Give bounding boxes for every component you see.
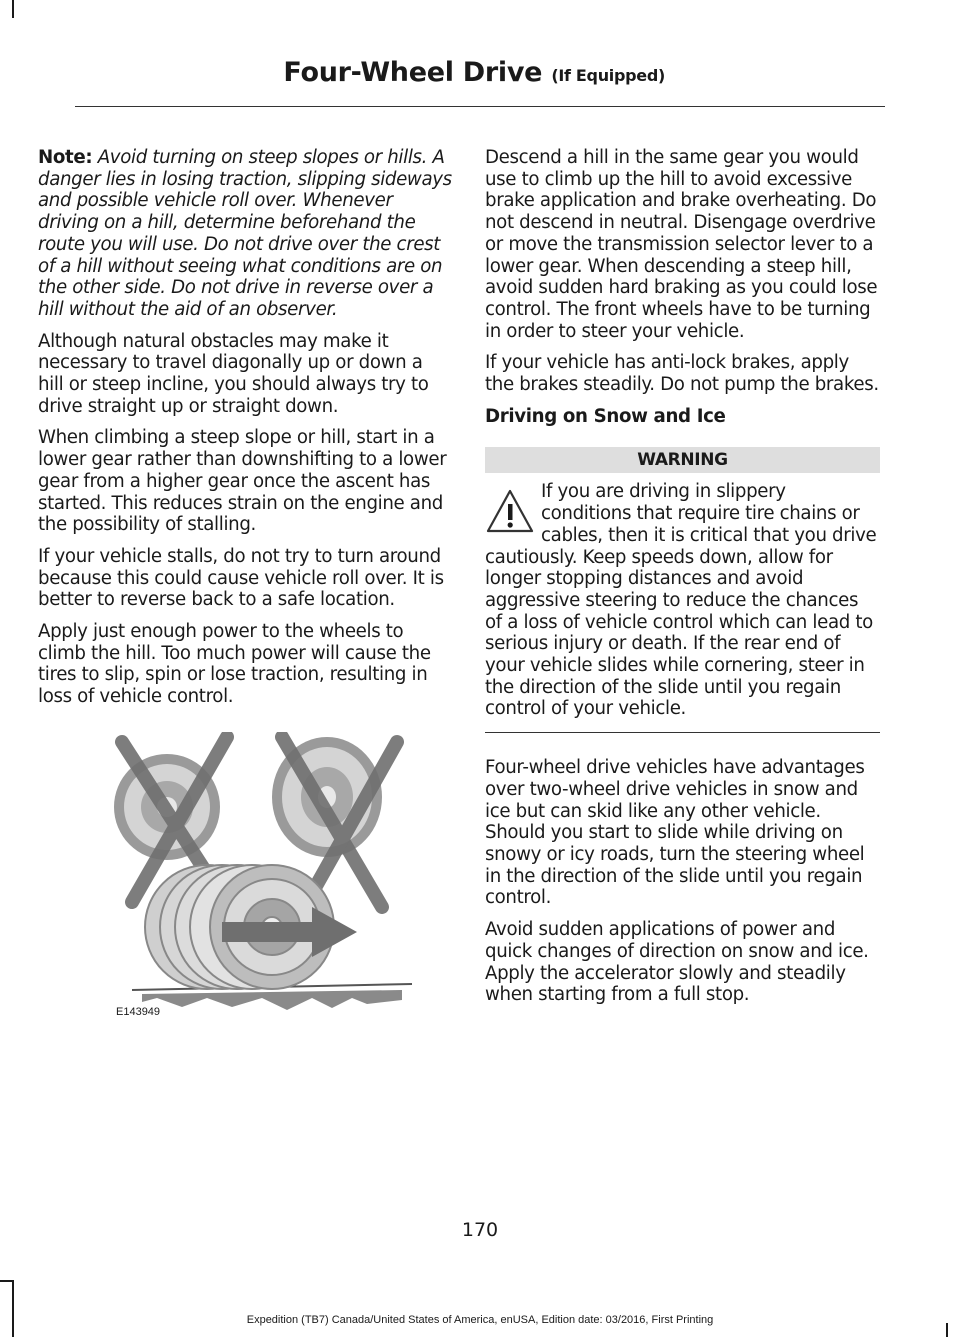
note-paragraph (38, 147, 452, 321)
body-paragraph: Avoid sudden applications of power and quick changes of direction on snow and ice. Apply the accelerator slowly and steadily when starting from a full stop. (485, 919, 869, 1006)
warning-label: WARNING (485, 447, 880, 473)
page-number: 170 (461, 1219, 499, 1241)
footer-edition-info: Expedition (TB7) Canada/United States of America, enUSA, Edition date: 03/2016, First Printing (246, 1314, 714, 1326)
header-rule (75, 106, 885, 107)
warning-box (485, 447, 880, 733)
note-text: Avoid turning on steep slopes or hills. A danger lies in losing traction, slipping sideways and possible vehicle roll over. Whenever driving on a hill, determine beforehand the route you will use. Do not drive over the crest of a hill without seeing what conditions are on the other side. Do not drive in reverse over a hill without the aid of an observer. (38, 147, 452, 320)
body-paragraph: If your vehicle has anti-lock brakes, apply the brakes steadily. Do not pump the brakes. (485, 352, 879, 396)
note-label: Note: (38, 147, 93, 168)
body-paragraph: Although natural obstacles may make it necessary to travel diagonally up or down a hill or steep incline, you should always try to drive straight up or straight down. (38, 330, 429, 417)
warning-body (485, 481, 880, 720)
body-paragraph: If your vehicle stalls, do not try to turn around because this could cause vehicle roll over. It is better to reverse back to a safe location. (38, 545, 444, 611)
crop-mark-bottom-left (12, 1280, 14, 1337)
warning-rule (485, 732, 880, 733)
page-title-subtitle: (If Equipped) (551, 66, 665, 85)
wheels-illustration (112, 732, 422, 1022)
hill-driving-illustration (112, 732, 422, 1022)
section-heading: Driving on Snow and Ice (485, 405, 726, 427)
page-title-main: Four-Wheel Drive (283, 57, 543, 88)
figure-code: E143949 (116, 1006, 161, 1018)
body-paragraph: Descend a hill in the same gear you would use to climb up the hill to avoid excessive brake application and brake overheating. Do not descend in neutral. Disengage overdrive or move the transmission selector lever to a lower gear. When descending a steep hill, avoid sudden hard braking as you could lose control. The front wheels have to be turning in order to steer your vehicle. (485, 147, 878, 342)
warning-text: If you are driving in slippery conditions that require tire chains or cables, then it is critical that you drive cautiously. Keep speeds down, allow for longer stopping distances and avoid aggressive steering to reduce the chances of a loss of vehicle control which can lead to serious injury or death. If the rear end of your vehicle slides while cornering, steer in the direction of the slide until you regain control of your vehicle. (485, 481, 877, 720)
body-paragraph: Apply just enough power to the wheels to climb the hill. Too much power will cause the tires to slip, spin or lose traction, resulting in loss of vehicle control. (38, 621, 431, 708)
page-title (283, 57, 665, 88)
left-column (38, 147, 452, 718)
body-paragraph: Four-wheel drive vehicles have advantages over two-wheel drive vehicles in snow and ice but can skid like any other vehicle. Should you start to slide while driving on snowy or icy roads, turn the steering wheel in the direction of the slide until you regain control. (485, 757, 865, 909)
crop-mark-top-left (12, 0, 14, 18)
right-column (485, 147, 880, 1016)
warning-triangle-icon (485, 487, 535, 535)
body-paragraph: When climbing a steep slope or hill, start in a lower gear rather than downshifting to a lower gear from a higher gear once the ascent has started. This reduces strain on the engine and the possibility of stalling. (38, 427, 447, 536)
crop-mark-bottom-left-h (0, 1280, 14, 1282)
